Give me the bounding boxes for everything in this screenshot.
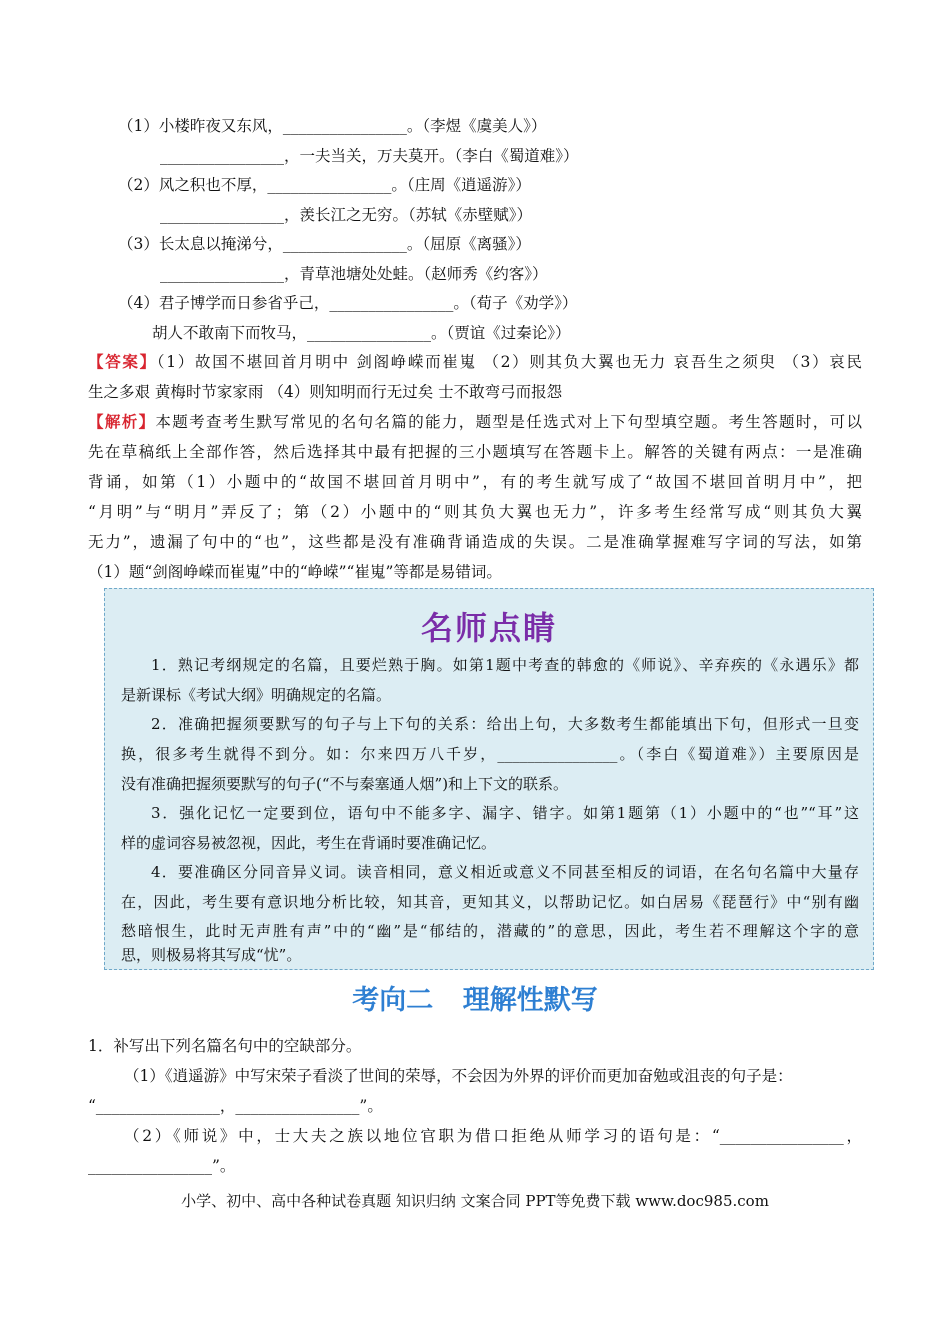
part2-q1-line-1: （1）《逍遥游》中写宋荣子看淡了世间的荣辱，不会因为外界的评价而更加奋勉或沮丧的句子是： <box>124 1067 793 1085</box>
tip-line-1: 1．熟记考纲规定的名篇，且要烂熟于胸。如第1题中考查的韩愈的《师说》、辛弃疾的《永遇乐》都 <box>151 656 859 674</box>
answer-line-1: 【答案】（1）故国不堪回首月明中 剑阁峥嵘而崔嵬 （2）则其负大翼也无力 哀吾生之须臾 （3）哀民 <box>88 352 862 371</box>
question-3-line: （3）长太息以掩涕兮，________________。（屈原《离骚》） <box>118 235 531 253</box>
tip-line-10: 愁暗恨生，此时无声胜有声”中的“幽”是“郁结的，潜藏的”的意思，因此，考生若不理解这个字的意 <box>121 922 859 940</box>
question-1-line: （1）小楼昨夜又东风，________________。（李煜《虞美人》） <box>118 117 547 135</box>
analysis-line-6: （1）题“剑阁峥嵘而崔嵬”中的“峥嵘”“崔嵬”等都是易错词。 <box>88 563 502 581</box>
analysis-label: 【解析】 <box>88 412 156 431</box>
tips-title: 名师点睛 <box>420 609 557 647</box>
tip-line-9: 在，因此，考生要有意识地分析比较，知其音，更知其义，以帮助记忆。如白居易《琵琶行》中“别有幽 <box>121 893 859 911</box>
tip-line-8: 4．要准确区分同音异义词。读音相同，意义相近或意义不同甚至相反的词语，在名句名篇中大量存 <box>151 863 859 881</box>
tip-line-2: 是新课标《考试大纲》明确规定的名篇。 <box>121 686 392 704</box>
question-3-line-2: ________________，青草池塘处处蛙。（赵师秀《约客》） <box>160 265 548 283</box>
tip-line-11: 思，则极易将其写成“忧”。 <box>121 946 302 964</box>
section-title: 考向二 理解性默写 <box>352 985 598 1016</box>
part2-question: 1．补写出下列名篇名句中的空缺部分。 <box>88 1037 362 1055</box>
question-2-line-2: ________________，羡长江之无穷。（苏轼《赤壁赋》） <box>160 206 533 224</box>
part2-q1-line-2: “________________，________________”。 <box>88 1097 383 1115</box>
analysis-line-4: “月明”与“明月”弄反了；第（2）小题中的“则其负大翼也无力”，许多考生经常写成“则其负大翼 <box>88 503 862 521</box>
question-1-line-2: ________________，一夫当关，万夫莫开。（李白《蜀道难》） <box>160 147 579 165</box>
analysis-line-3: 背诵，如第（1）小题中的“故国不堪回首月明中”，有的考生就写成了“故国不堪回首明月中”，把 <box>88 473 862 491</box>
answer-line-2: 生之多艰 黄梅时节家家雨 （4）则知明而行无过矣 士不敢弯弓而报怨 <box>88 383 563 401</box>
question-4-line: （4）君子博学而日参省乎己，________________。（荀子《劝学》） <box>118 294 578 312</box>
analysis-line-1: 【解析】本题考查考生默写常见的名句名篇的能力，题型是任选式对上下句型填空题。考生答题时，可以 <box>88 412 862 431</box>
tip-line-4: 换，很多考生就得不到分。如：尔来四万八千岁，________________。（李白《蜀道难》）主要原因是 <box>121 745 859 763</box>
tips-box <box>104 588 874 970</box>
tip-line-7: 样的虚词容易被忽视，因此，考生在背诵时要准确记忆。 <box>121 834 497 852</box>
answer-label: 【答案】 <box>88 352 157 371</box>
tip-line-3: 2．准确把握须要默写的句子与上下句的关系：给出上句，大多数考生都能填出下句，但形式一旦变 <box>151 715 859 733</box>
tip-line-5: 没有准确把握须要默写的句子(“不与秦塞通人烟”)和上下文的联系。 <box>121 775 569 793</box>
question-4-line-2: 胡人不敢南下而牧马，________________。（贾谊《过秦论》） <box>152 324 571 342</box>
page-footer: 小学、初中、高中各种试卷真题 知识归纳 文案合同 PPT等免费下载 www.doc985.com <box>181 1192 769 1210</box>
part2-q2-line-1: （2）《师说》中，士大夫之族以地位官职为借口拒绝从师学习的语句是：“________________， <box>124 1127 862 1145</box>
part2-q2-line-2: ________________”。 <box>88 1157 236 1175</box>
question-2-line: （2）风之积也不厚，________________。（庄周《逍遥游》） <box>118 176 531 194</box>
analysis-line-2: 先在草稿纸上全部作答，然后选择其中最有把握的三小题填写在答题卡上。解答的关键有两点：一是准确 <box>88 443 862 461</box>
analysis-line-5: 无力”，遗漏了句中的“也”，这些都是没有准确背诵造成的失误。二是准确掌握难写字词的写法，如第 <box>88 533 862 551</box>
tip-line-6: 3．强化记忆一定要到位，语句中不能多字、漏字、错字。如第1题第（1）小题中的“也”“耳”这 <box>151 804 859 822</box>
